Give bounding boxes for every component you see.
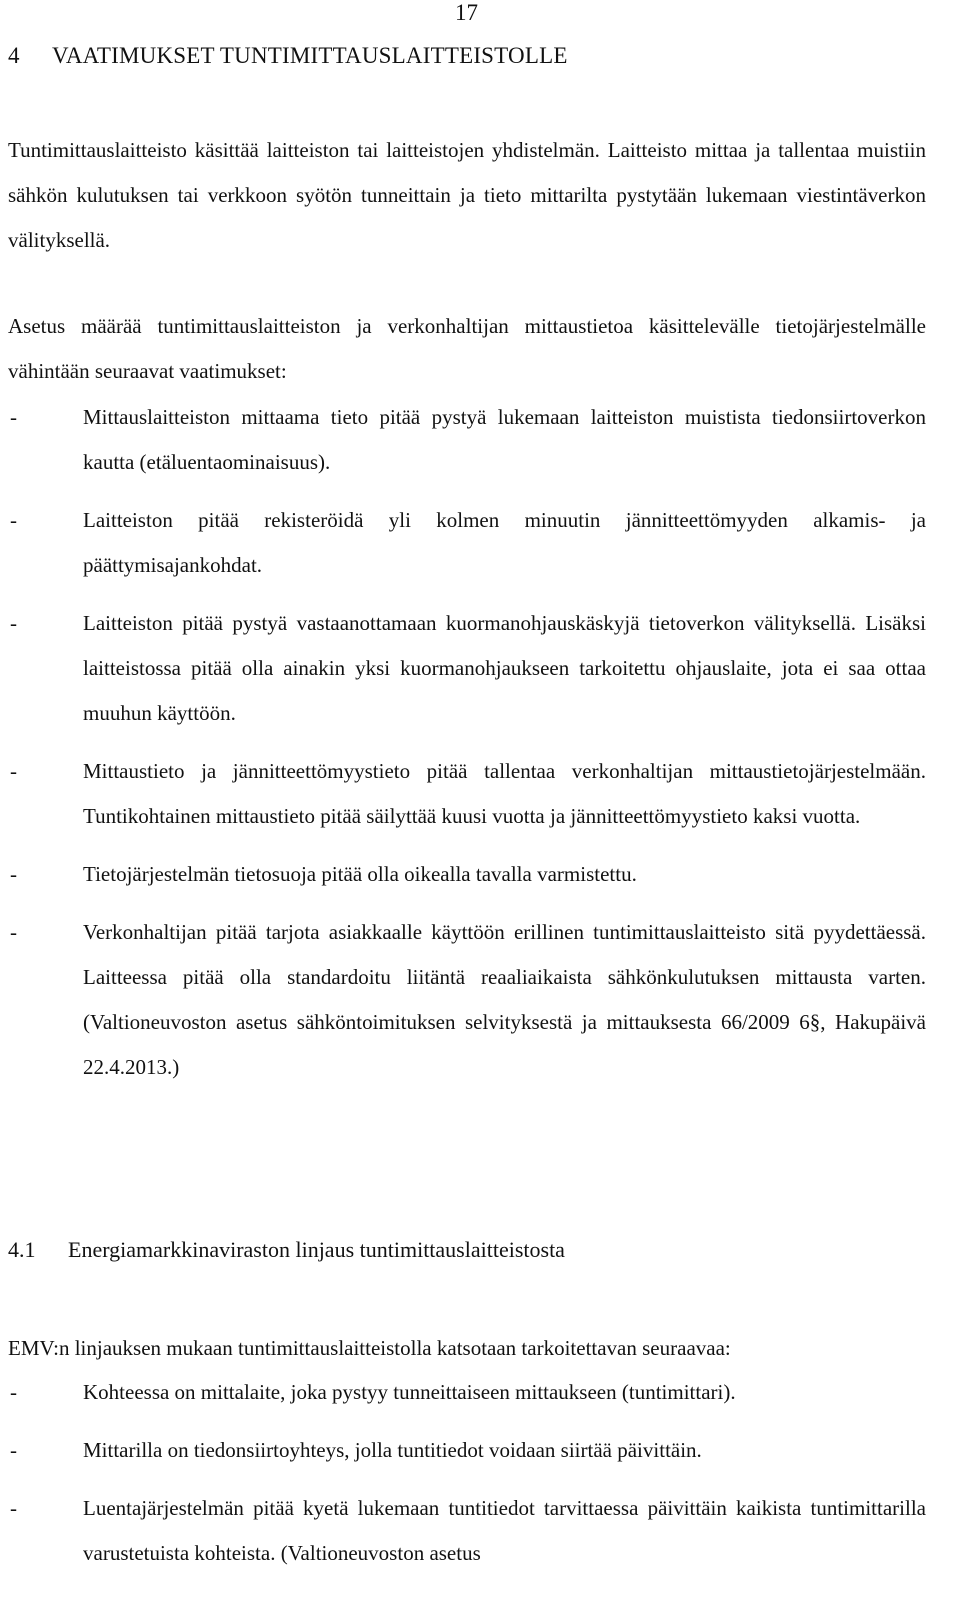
section-heading	[8, 1237, 565, 1263]
chapter-title: VAATIMUKSET TUNTIMITTAUSLAITTEISTOLLE	[52, 43, 568, 68]
requirements-paragraph: Asetus määrää tuntimittauslaitteiston ja verkonhaltijan mittaustietoa käsittelevälle tietojärjestelmälle vähintään seuraavat vaatimukset:	[8, 314, 926, 383]
list-item-text: Mittaustieto ja jännitteettömyystieto pitää tallentaa verkonhaltijan mittaustietojärjestelmään. Tuntikohtainen mittaustieto pitää säilyttää kuusi vuotta ja jännitteettömyystieto kaksi vuotta.	[83, 759, 926, 828]
list-item	[8, 1370, 926, 1415]
page-number: 17	[455, 0, 478, 25]
requirements-list	[8, 395, 926, 1103]
list-dash: -	[10, 1438, 17, 1462]
list-item-text: Laitteiston pitää pystyä vastaanottamaan kuormanohjauskäskyjä tietoverkon välityksellä. Lisäksi laitteistossa pitää olla ainakin yksi kuormanohjaukseen tarkoitettu ohjauslaite, jota ei saa ottaa muuhun käyttöön.	[83, 611, 926, 725]
list-dash: -	[10, 920, 17, 944]
list-dash: -	[10, 611, 17, 635]
list-item	[8, 910, 926, 1090]
chapter-heading	[8, 43, 568, 69]
emv-list	[8, 1370, 926, 1589]
emv-paragraph: EMV:n linjauksen mukaan tuntimittauslaitteistolla katsotaan tarkoitettavan seuraavaa:	[8, 1336, 731, 1360]
list-item-text: Luentajärjestelmän pitää kyetä lukemaan tuntitiedot tarvittaessa päivittäin kaikista tuntimittarilla varustetuista kohteista. (Valtioneuvoston asetus	[83, 1496, 926, 1565]
list-item	[8, 395, 926, 485]
intro-paragraph: Tuntimittauslaitteisto käsittää laitteiston tai laitteistojen yhdistelmän. Laitteisto mittaa ja tallentaa muistiin sähkön kulutuksen tai verkkoon syötön tunneittain ja tieto mittarilta pystytään lukemaan viestintäverkon välityksellä.	[8, 138, 926, 252]
list-dash: -	[10, 508, 17, 532]
chapter-number: 4	[8, 43, 20, 68]
list-dash: -	[10, 759, 17, 783]
list-item-text: Tietojärjestelmän tietosuoja pitää olla oikealla tavalla varmistettu.	[83, 862, 637, 886]
list-item	[8, 1428, 926, 1473]
list-item	[8, 498, 926, 588]
list-dash: -	[10, 1380, 17, 1404]
list-item	[8, 749, 926, 839]
list-dash: -	[10, 862, 17, 886]
list-item-text: Mittauslaitteiston mittaama tieto pitää pystyä lukemaan laitteiston muistista tiedonsiirtoverkon kautta (etäluentaominaisuus).	[83, 405, 926, 474]
list-dash: -	[10, 1496, 17, 1520]
list-dash: -	[10, 405, 17, 429]
list-item	[8, 852, 926, 897]
list-item-text: Laitteiston pitää rekisteröidä yli kolmen minuutin jännitteettömyyden alkamis- ja päättymisajankohdat.	[83, 508, 926, 577]
list-item-text: Kohteessa on mittalaite, joka pystyy tunneittaiseen mittaukseen (tuntimittari).	[83, 1380, 736, 1404]
list-item	[8, 1486, 926, 1576]
list-item-text: Mittarilla on tiedonsiirtoyhteys, jolla tuntitiedot voidaan siirtää päivittäin.	[83, 1438, 702, 1462]
list-item-text: Verkonhaltijan pitää tarjota asiakkaalle käyttöön erillinen tuntimittauslaitteisto sitä pyydettäessä. Laitteessa pitää olla standardoitu liitäntä reaaliaikaista sähkönkulutuksen mittausta varten. (Valtioneuvoston asetus sähköntoimituksen selvityksestä ja mittauksesta 66/2009 6§, Hakupäivä 22.4.2013.)	[83, 920, 926, 1079]
section-title: Energiamarkkinaviraston linjaus tuntimittauslaitteistosta	[68, 1237, 565, 1262]
list-item	[8, 601, 926, 736]
section-number: 4.1	[8, 1237, 36, 1262]
